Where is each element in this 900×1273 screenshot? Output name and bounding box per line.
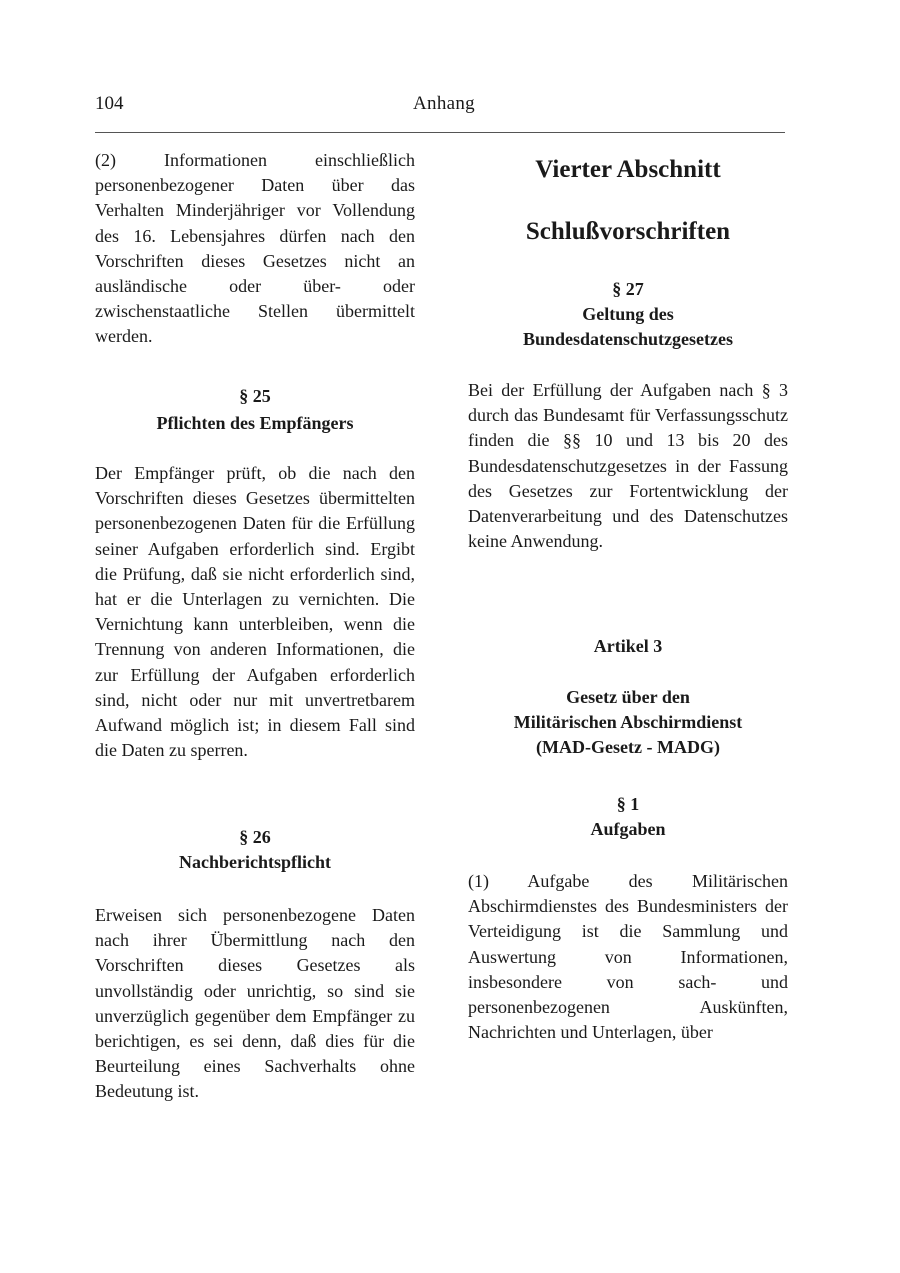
- s25-title: Pflichten des Empfängers: [156, 413, 354, 433]
- s1-paragraph: (1) Aufgabe des Militärischen Abschirmdienstes des Bundesministers der Verteidigung ist die Sammlung und Auswertung von Informationen, insbesondere von sach- und personenbezogenen Auskünften, Nachrichten und Unterlagen, über: [468, 871, 788, 1043]
- section-title: Vierter Abschnitt: [535, 156, 721, 183]
- s26-title: Nachberichtspflicht: [179, 852, 331, 872]
- s25-number: § 25: [239, 386, 271, 406]
- law-title-line3: (MAD-Gesetz - MADG): [536, 737, 720, 757]
- paragraph-2: (2) Informationen einschließlich personenbezogener Daten über das Verhalten Minderjähriger vor Vollendung des 16. Lebensjahres dürfen nach den Vorschriften dieses Gesetzes nicht an ausländische oder über- oder zwischenstaatliche Stellen übermittelt werden.: [95, 150, 415, 347]
- running-title: Anhang: [413, 93, 475, 114]
- law-title-line1: Gesetz über den: [566, 687, 690, 707]
- s27-paragraph: Bei der Erfüllung der Aufgaben nach § 3 durch das Bundesamt für Verfassungsschutz finden die §§ 10 und 13 bis 20 des Bundesdatenschutzgesetzes in der Fassung des Gesetzes zur Fortentwicklung der Datenverarbeitung und des Datenschutzes keine Anwendung.: [468, 380, 788, 552]
- running-header: [95, 93, 785, 123]
- law-title-line2: Militärischen Abschirmdienst: [513, 712, 743, 732]
- section-subtitle: Schlußvorschriften: [525, 218, 731, 245]
- s26-paragraph: Erweisen sich personenbezogene Daten nach ihrer Übermittlung nach den Vorschriften dieses Gesetzes als unvollständig oder unrichtig, so sind sie unverzüglich gegenüber dem Empfänger zu berichtigen, es sei denn, daß dies für die Beurteilung eines Sachverhalts ohne Bedeutung ist.: [95, 905, 415, 1102]
- s27-title-line2: Bundesdatenschutzgesetzes: [523, 329, 733, 349]
- page-number: 104: [95, 93, 124, 114]
- s27-title-line1: Geltung des: [582, 304, 674, 324]
- s1-number: § 1: [616, 794, 640, 814]
- s1-title: Aufgaben: [590, 819, 666, 839]
- s25-paragraph: Der Empfänger prüft, ob die nach den Vorschriften dieses Gesetzes übermittelten personenbezogenen Daten für die Erfüllung seiner Aufgaben erforderlich sind. Ergibt die Prüfung, daß sie nicht erforderlich sind, hat er die Unterlagen zu vernichten. Die Vernichtung kann unterbleiben, wenn die Trennung von anderen Informationen, die zur Erfüllung der Aufgaben erforderlich sind, nicht oder nur mit unvertretbarem Aufwand möglich ist; in diesem Fall sind die Daten zu sperren.: [95, 463, 415, 761]
- s26-number: § 26: [239, 827, 271, 847]
- header-rule: [95, 132, 785, 133]
- article-heading: Artikel 3: [593, 636, 663, 656]
- s27-number: § 27: [612, 279, 644, 299]
